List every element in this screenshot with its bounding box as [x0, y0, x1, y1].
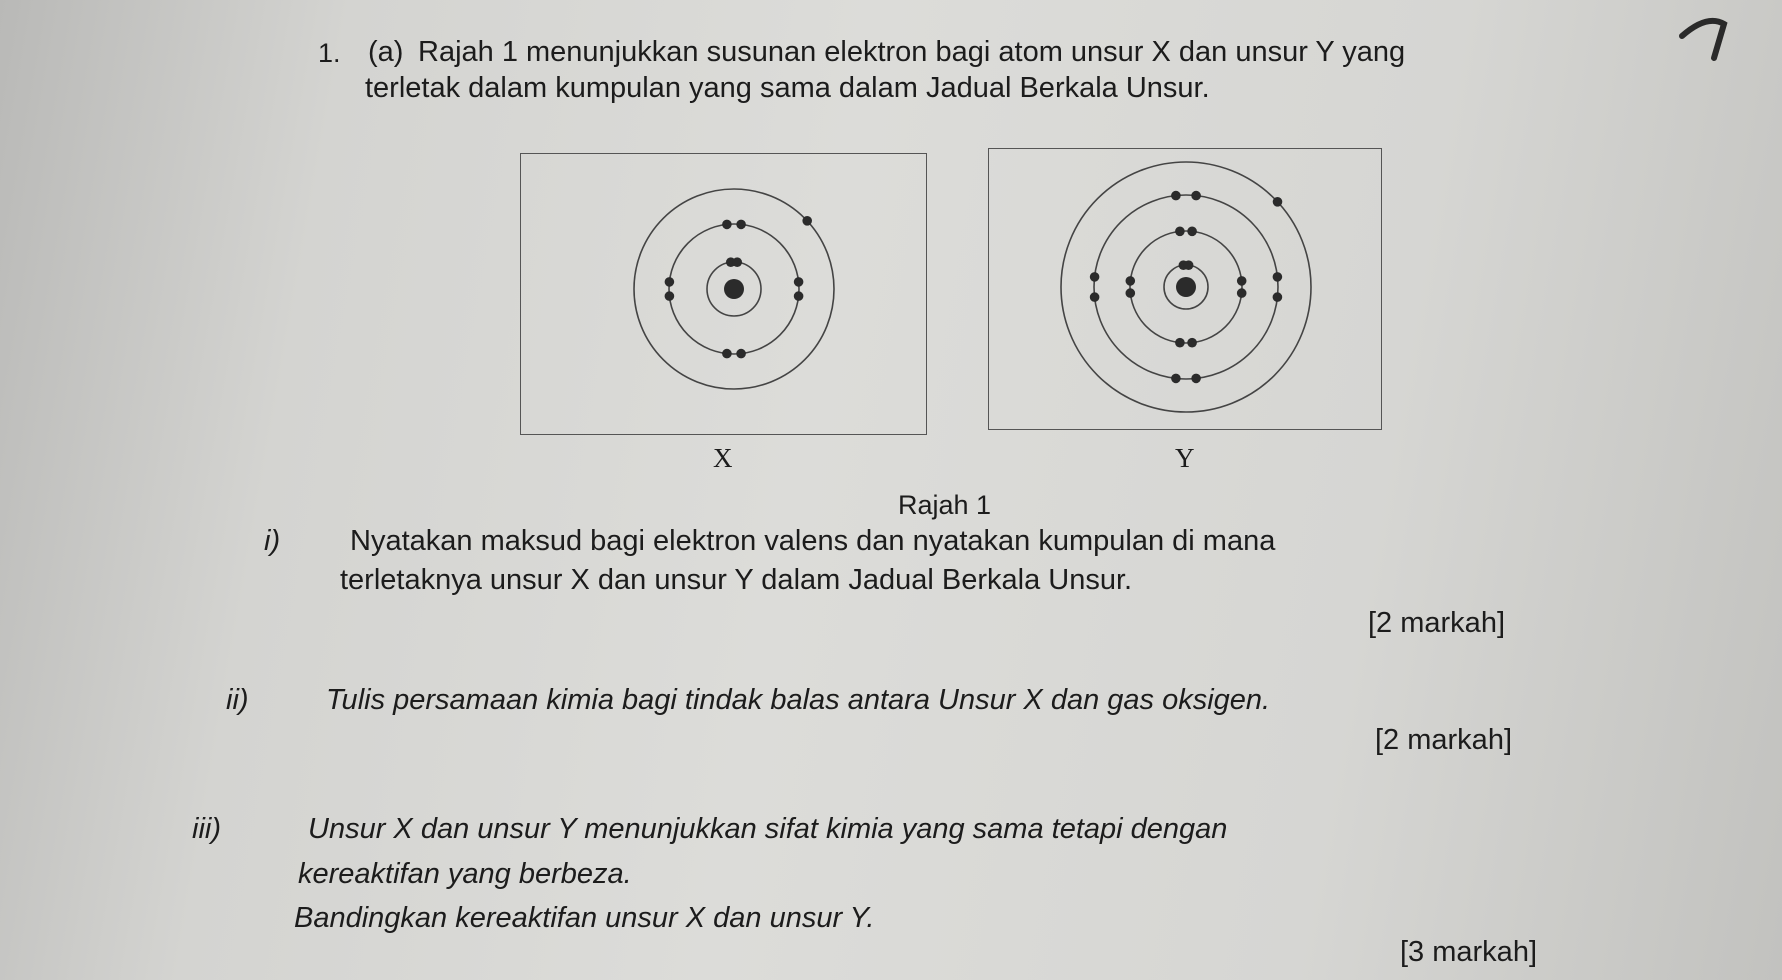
part-ii-marks: [2 markah]	[1375, 724, 1512, 756]
atom-y-label: Y	[1175, 443, 1195, 473]
part-iii-line-1: Unsur X dan unsur Y menunjukkan sifat kimia yang sama tetapi dengan	[308, 813, 1228, 845]
atom-x-shell-2-electron-4	[794, 291, 804, 301]
part-iii-line-3: Bandingkan kereaktifan unsur X dan unsur Y.	[294, 902, 875, 934]
atom-y-shell-3-electron-6	[1171, 374, 1181, 384]
atom-x-svg	[521, 154, 926, 434]
atom-x-shell-2-electron-1	[722, 220, 732, 230]
atom-y-shell-2-electron-7	[1126, 288, 1136, 298]
atom-x-label: X	[713, 443, 733, 473]
atom-y-shell-2-electron-5	[1187, 338, 1197, 348]
atom-y-shell-3-electron-1	[1171, 191, 1181, 201]
atom-x-diagram	[520, 153, 927, 435]
intro-line-2: terletak dalam kumpulan yang sama dalam Jadual Berkala Unsur.	[365, 72, 1210, 104]
part-i-number: i)	[264, 525, 281, 557]
atom-y-shell-3-electron-2	[1191, 191, 1201, 201]
atom-y-shell-2-electron-4	[1237, 288, 1247, 298]
atom-x-shell-2-electron-6	[722, 349, 732, 359]
atom-y-svg	[989, 149, 1381, 429]
part-ii-number: ii)	[226, 684, 249, 716]
atom-x-shell-2-electron-7	[665, 291, 675, 301]
atom-y-shell-3-electron-4	[1273, 292, 1283, 302]
part-i-marks: [2 markah]	[1368, 607, 1505, 639]
atom-y-nucleus	[1176, 277, 1196, 297]
question-number: 1.	[318, 38, 341, 68]
atom-x-shell-2-electron-5	[736, 349, 746, 359]
atom-y-shell-4-electron-1	[1273, 197, 1283, 207]
atom-y-shell-2-electron-3	[1237, 276, 1247, 286]
handwritten-mark	[1662, 0, 1782, 80]
atom-x-nucleus	[724, 279, 744, 299]
part-iii-marks: [3 markah]	[1400, 936, 1537, 968]
atom-y-diagram	[988, 148, 1382, 430]
part-iii-line-2: kereaktifan yang berbeza.	[298, 858, 632, 890]
atom-y-shell-3-electron-3	[1273, 272, 1283, 282]
question-part: (a)	[368, 36, 404, 68]
atom-x-shell-2-electron-8	[665, 277, 675, 287]
part-ii-line-1: Tulis persamaan kimia bagi tindak balas antara Unsur X dan gas oksigen.	[326, 684, 1271, 716]
atom-y-shell-3-electron-7	[1090, 292, 1100, 302]
atom-y-shell-1-electron-2	[1184, 260, 1194, 270]
atom-y-shell-3-electron-5	[1191, 374, 1201, 384]
atom-x-shell-2-electron-3	[794, 277, 804, 287]
part-iii-number: iii)	[192, 813, 221, 845]
intro-line-1: Rajah 1 menunjukkan susunan elektron bagi atom unsur X dan unsur Y yang	[418, 36, 1406, 68]
atom-x-shell-1-electron-2	[732, 257, 742, 267]
atom-y-shell-2-electron-8	[1126, 276, 1136, 286]
part-i-line-1: Nyatakan maksud bagi elektron valens dan nyatakan kumpulan di mana	[350, 525, 1276, 557]
figure-caption: Rajah 1	[898, 490, 992, 520]
atom-y-shell-2-electron-1	[1175, 227, 1185, 237]
atom-x-shell-3-electron-1	[802, 216, 812, 226]
atom-y-shell-2-electron-6	[1175, 338, 1185, 348]
atom-y-shell-2-electron-2	[1187, 227, 1197, 237]
atom-y-shell-3-electron-8	[1090, 272, 1100, 282]
atom-x-shell-2-electron-2	[736, 220, 746, 230]
part-i-line-2: terletaknya unsur X dan unsur Y dalam Jadual Berkala Unsur.	[340, 564, 1133, 596]
